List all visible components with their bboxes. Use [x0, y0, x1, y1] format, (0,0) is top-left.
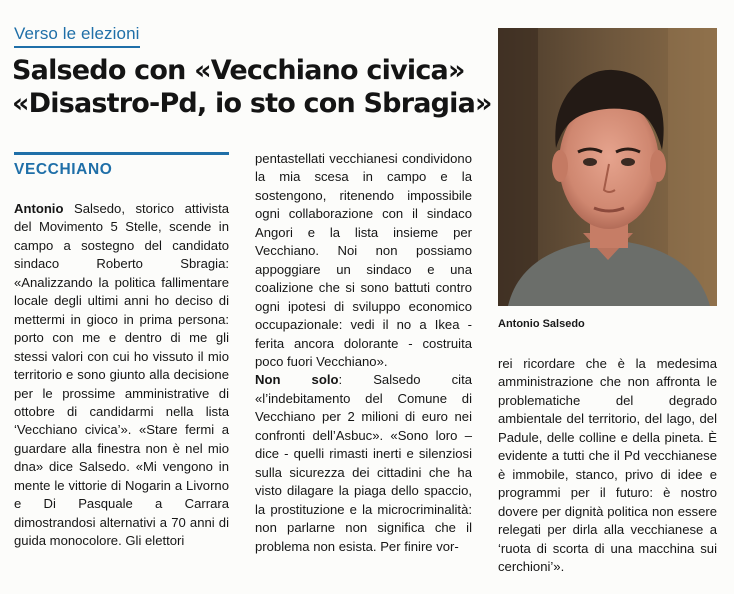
body-text: : Salsedo cita «l’indebitamento del Comune di Vecchiano per 2 milioni di euro nei confronti dell’Asbuc». «Sono loro – dice - quelli rimasti inerti e silenziosi sulla sicurezza dei cittadini che ha visto dilagare la piaga dello spaccio, la prostituzione e la microcriminalità: non parlarne non significa che il problema non esista. Per finire vor- — [255, 372, 472, 554]
paragraph — [498, 355, 717, 576]
section-label: VECCHIANO — [14, 152, 229, 179]
lead-word: Antonio — [14, 201, 64, 216]
body-text: rei ricordare che è la medesima amministrazione che non affronta le problematiche del degrado ambientale del territorio, del lago, del Padule, delle colline e della pineta. È evidente a tutti che il Pd vecchianese è immobile, stanco, privo di idee e programmi per il futuro: è nostro dovere per dignità politica non essere relegati per dirla alla vecchianese a ‘ruota di scorta di una macchina sui cerchioni’». — [498, 356, 717, 574]
headline — [12, 54, 492, 120]
photo-caption: Antonio Salsedo — [498, 318, 585, 330]
headline-line-2: «Disastro-Pd, io sto con Sbragia» — [12, 88, 492, 119]
page-edge — [0, 588, 734, 594]
article-column-1 — [14, 200, 229, 551]
body-text: Salsedo, storico attivista del Movimento 5 Stelle, scende in campo a sostegno del candidato sindaco Roberto Sbragia: «Analizzando la politica fallimentare locale degli ultimi anni ho deciso di mettermi in gioco in prima persona: porto con me e dentro di me gli stessi valori con cui ho vissuto il mio territorio e sono giunto alla decisione per le prossime amministrative di ottobre di candidarmi nella lista ‘Vecchiano civica’». «Stare fermi a guardare alla finestra non è nel mio dna» dice Salsedo. «Mi vengono in mente le vittorie di Nogarin a Livorno e Di Pasquale a Carrara dimostrandosi alternativi a 70 anni di guida monocolore. Gli elettori — [14, 201, 229, 549]
headline-line-1: Salsedo con «Vecchiano civica» — [12, 55, 465, 86]
kicker-label: Verso le elezioni — [14, 24, 140, 48]
paragraph — [255, 150, 472, 371]
article-column-2 — [255, 150, 472, 556]
paragraph — [14, 200, 229, 551]
portrait-photo — [498, 28, 717, 306]
article-column-3 — [498, 355, 717, 576]
lead-word: Non solo — [255, 372, 339, 388]
paragraph — [255, 371, 472, 556]
body-text: pentastellati vecchianesi condividono la mia scesa in campo e la sostengono, ritenendo impossibile ogni collaborazione con il sindaco Angori e la lista insieme per Vecchiano. Noi non possiamo appoggiare un sindaco e una coalizione che si sono battuti contro ogni ipotesi di sviluppo economico occupazionale: vedi il no a Ikea - ferita ancora dolorante - costruita poco fuori Vecchiano». — [255, 151, 472, 369]
